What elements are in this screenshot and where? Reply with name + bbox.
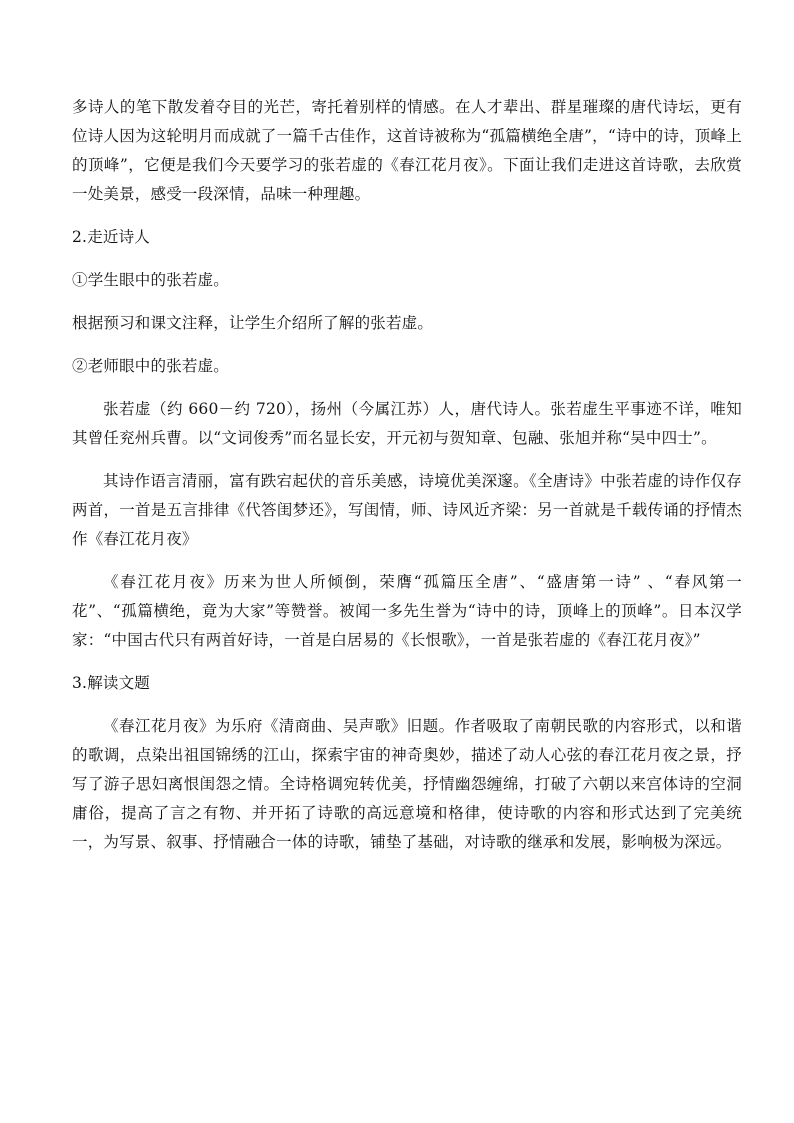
intro-paragraph: 多诗人的笔下散发着夺目的光芒，寄托着别样的情感。在人才辈出、群星璀璨的唐代诗坛，更有位诗人因为这轮明月而成就了一篇千古佳作，这首诗被称为“孤篇横绝全唐”，“诗中的诗，顶峰上的顶峰”，它便是我们今天要学习的张若虚的《春江花月夜》。下面让我们走进这首诗歌，去欣赏一处美景，感受一段深情，品味一种理趣。	[72, 98, 742, 203]
student-instruction: 根据预习和课文注释，让学生介绍所了解的张若虚。	[72, 314, 434, 332]
subheading-teacher-view: ②老师眼中的张若虚。	[72, 357, 230, 375]
section-heading-poet: 2.走近诗人	[72, 228, 150, 246]
poet-bio-paragraph: 张若虚（约 660－约 720），扬州（今属江苏）人，唐代诗人。张若虚生平事迹不详，唯知其曾任兖州兵曹。以“文词俊秀”而名显长安，开元初与贺知章、包融、张旭并称“吴中四士”。	[72, 400, 742, 447]
poet-works-paragraph: 其诗作语言清丽，富有跌宕起伏的音乐美感，诗境优美深邃。《全唐诗》中张若虚的诗作仅存两首，一首是五言排律《代答闺梦还》，写闺情，师、诗风近齐梁：另一首就是千载传诵的抒情杰作《春江花月夜》	[72, 472, 742, 548]
title-interpretation-paragraph: 《春江花月夜》为乐府《清商曲、吴声歌》旧题。作者吸取了南朝民歌的内容形式，以和谐的歌调，点染出祖国锦绣的江山，探索宇宙的神奇奥妙，描述了动人心弦的春江花月夜之景，抒写了游子思妇离恨闺怨之情。全诗格调宛转优美，抒情幽怨缠绵，打破了六朝以来宫体诗的空洞庸俗，提高了言之有物、并开拓了诗歌的高远意境和格律，使诗歌的内容和形式达到了完美统一，为写景、叙事、抒情融合一体的诗歌，铺垫了基础，对诗歌的继承和发展，影响极为深远。	[72, 717, 742, 851]
poem-acclaim-paragraph: 《春江花月夜》历来为世人所倾倒，荣膺“孤篇压全唐”、“盛唐第一诗” 、“春风第一花”、“孤篇横绝，竟为大家”等赞誉。被闻一多先生誉为“诗中的诗，顶峰上的顶峰”。日本汉学家：“中国古代只有两首好诗，一首是白居易的《长恨歌》，一首是张若虚的《春江花月夜》”	[72, 573, 742, 649]
subheading-student-view: ①学生眼中的张若虚。	[72, 271, 230, 289]
section-heading-title: 3.解读文题	[72, 674, 150, 692]
